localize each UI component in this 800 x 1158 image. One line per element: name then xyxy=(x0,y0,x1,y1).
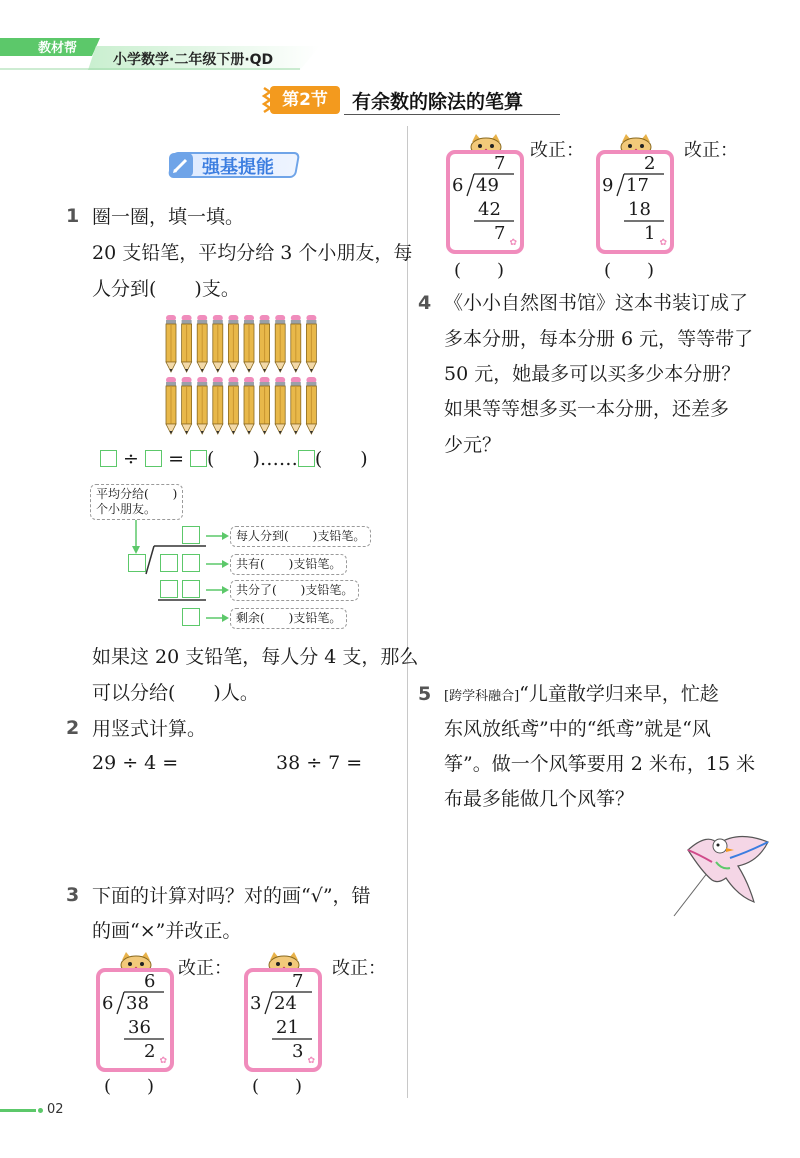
product-box-ones[interactable] xyxy=(182,580,200,598)
eq-paren-1: ( )…… xyxy=(207,448,298,470)
product: 18 xyxy=(628,199,651,220)
pencil[interactable] xyxy=(197,377,207,434)
div-operator: ÷ xyxy=(123,448,139,470)
card-frame xyxy=(244,968,322,1072)
section-underline xyxy=(344,114,560,115)
pencil[interactable] xyxy=(291,315,301,372)
blank-box[interactable] xyxy=(100,450,117,467)
q1-line2: 人分到( )支。 xyxy=(92,278,240,300)
answer-paren[interactable]: ( ) xyxy=(454,260,505,281)
q5-line1-text: “儿童散学归来早，忙趁 xyxy=(519,683,719,705)
note-each: 每人分到( )支铅笔。 xyxy=(230,526,371,547)
pencil[interactable] xyxy=(244,315,254,372)
correction-label: 改正： xyxy=(178,958,232,979)
divisor: 6 xyxy=(452,175,464,196)
q1-number: 1 xyxy=(66,205,80,227)
pencil[interactable] xyxy=(275,315,285,372)
footer-line xyxy=(0,1109,36,1112)
divisor: 6 xyxy=(102,993,114,1014)
q1-instruction: 圈一圈，填一填。 xyxy=(92,206,245,228)
flower-icon: ✿ xyxy=(159,1056,167,1066)
correction-label: 改正： xyxy=(684,140,738,161)
pencil[interactable] xyxy=(275,377,285,434)
dividend: 17 xyxy=(626,175,649,196)
product-box-tens[interactable] xyxy=(160,580,178,598)
pencils-svg xyxy=(164,315,324,435)
pencil[interactable] xyxy=(306,377,316,434)
quotient: 7 xyxy=(494,153,506,174)
remainder: 3 xyxy=(292,1041,304,1062)
pencil[interactable] xyxy=(244,377,254,434)
blank-box[interactable] xyxy=(190,450,207,467)
q4-line5: 少元？ xyxy=(444,434,502,456)
pencil[interactable] xyxy=(166,315,176,372)
pencil[interactable] xyxy=(182,315,192,372)
q2-expr1: 29 ÷ 4 = xyxy=(92,752,179,774)
header-bar xyxy=(0,38,320,70)
card-frame xyxy=(96,968,174,1072)
remainder: 2 xyxy=(144,1041,156,1062)
division-diagram xyxy=(88,484,398,634)
pencil-icon xyxy=(168,152,194,178)
blank-box[interactable] xyxy=(298,450,315,467)
kite-illustration xyxy=(668,822,778,922)
pencil[interactable] xyxy=(213,315,223,372)
page-number: 02 xyxy=(47,1102,64,1117)
pencil[interactable] xyxy=(228,315,238,372)
remainder: 1 xyxy=(644,223,656,244)
quotient: 2 xyxy=(644,153,656,174)
pencil[interactable] xyxy=(260,377,270,434)
product: 36 xyxy=(128,1017,151,1038)
q4-line1: 《小小自然图书馆》这本书装订成了 xyxy=(444,292,749,314)
dividend: 49 xyxy=(476,175,499,196)
q3-line2: 的画“×”并改正。 xyxy=(92,920,242,942)
dividend-box-ones[interactable] xyxy=(182,554,200,572)
pencil[interactable] xyxy=(291,377,301,434)
pencil-group[interactable] xyxy=(164,315,324,435)
dividend: 24 xyxy=(274,993,297,1014)
answer-paren[interactable]: ( ) xyxy=(252,1076,303,1097)
footer-dot xyxy=(38,1108,43,1113)
note-shared: 共分了( )支铅笔。 xyxy=(230,580,359,601)
q2-instruction: 用竖式计算。 xyxy=(92,718,207,740)
product: 42 xyxy=(478,199,501,220)
flower-icon: ✿ xyxy=(307,1056,315,1066)
q5-number: 5 xyxy=(418,683,432,705)
correction-label: 改正： xyxy=(332,958,386,979)
quotient: 7 xyxy=(292,971,304,992)
quotient-box[interactable] xyxy=(182,526,200,544)
column-divider xyxy=(407,126,408,1098)
flower-icon: ✿ xyxy=(509,238,517,248)
card-frame xyxy=(446,150,524,254)
remainder: 7 xyxy=(494,223,506,244)
q5-line2: 东风放纸鸢”中的“纸鸢”就是“风 xyxy=(444,718,711,740)
footer-bar xyxy=(0,1102,64,1120)
dividend: 38 xyxy=(126,993,149,1014)
pencil[interactable] xyxy=(228,377,238,434)
divisor: 3 xyxy=(250,993,262,1014)
card-frame xyxy=(596,150,674,254)
q1-equation xyxy=(100,442,368,476)
quotient: 6 xyxy=(144,971,156,992)
divisor-box[interactable] xyxy=(128,554,146,572)
subsection-title: 强基提能 xyxy=(202,157,274,178)
q4-number: 4 xyxy=(418,292,432,314)
dividend-box-tens[interactable] xyxy=(160,554,178,572)
q5-line1 xyxy=(444,677,719,714)
answer-paren[interactable]: ( ) xyxy=(104,1076,155,1097)
pencil[interactable] xyxy=(182,377,192,434)
q4-line2: 多本分册，每本分册 6 元，等等带了 xyxy=(444,328,754,350)
note-total: 共有( )支铅笔。 xyxy=(230,554,347,575)
q5-tag: [跨学科融合] xyxy=(444,689,520,704)
section-title: 有余数的除法的笔算 xyxy=(352,91,524,113)
product: 21 xyxy=(276,1017,299,1038)
pencil[interactable] xyxy=(306,315,316,372)
header-tag: 教材帮 xyxy=(38,41,78,56)
remainder-box[interactable] xyxy=(182,608,200,626)
eq-paren-2: ( ) xyxy=(314,448,368,470)
note-left: 剩余( )支铅笔。 xyxy=(230,608,347,629)
answer-paren[interactable]: ( ) xyxy=(604,260,655,281)
q2-number: 2 xyxy=(66,717,80,739)
q1-line1: 20 支铅笔，平均分给 3 个小朋友，每 xyxy=(92,242,413,264)
pencil[interactable] xyxy=(213,377,223,434)
q1-follow2: 可以分给( )人。 xyxy=(92,682,259,704)
q4-line3: 50 元，她最多可以买多少本分册？ xyxy=(444,363,741,385)
eq-operator: = xyxy=(168,448,184,470)
q2-expr2: 38 ÷ 7 = xyxy=(276,752,363,774)
section-title-bar xyxy=(256,86,566,116)
pencil[interactable] xyxy=(260,315,270,372)
blank-box[interactable] xyxy=(145,450,162,467)
note-divisor-l2: 个小朋友。 xyxy=(96,502,157,516)
q5-line4: 布最多能做几个风筝？ xyxy=(444,788,635,810)
divisor: 9 xyxy=(602,175,614,196)
subsection-header xyxy=(164,150,300,180)
pencil[interactable] xyxy=(166,377,176,434)
section-badge xyxy=(270,86,340,114)
section-badge-text: 第2节 xyxy=(282,90,328,110)
q4-line4: 如果等等想多买一本分册，还差多 xyxy=(444,398,730,420)
note-divisor xyxy=(90,484,183,520)
q5-line3: 筝”。做一个风筝要用 2 米布，15 米 xyxy=(444,753,756,775)
correction-label: 改正： xyxy=(530,140,584,161)
flower-icon: ✿ xyxy=(659,238,667,248)
q3-number: 3 xyxy=(66,884,80,906)
pencil[interactable] xyxy=(197,315,207,372)
q1-follow1: 如果这 20 支铅笔，每人分 4 支，那么 xyxy=(92,646,419,668)
q3-line1: 下面的计算对吗？对的画“√”，错 xyxy=(92,885,371,907)
note-divisor-l1: 平均分给( ) xyxy=(96,487,178,501)
book-title: 小学数学·二年级下册·QD xyxy=(113,52,274,68)
